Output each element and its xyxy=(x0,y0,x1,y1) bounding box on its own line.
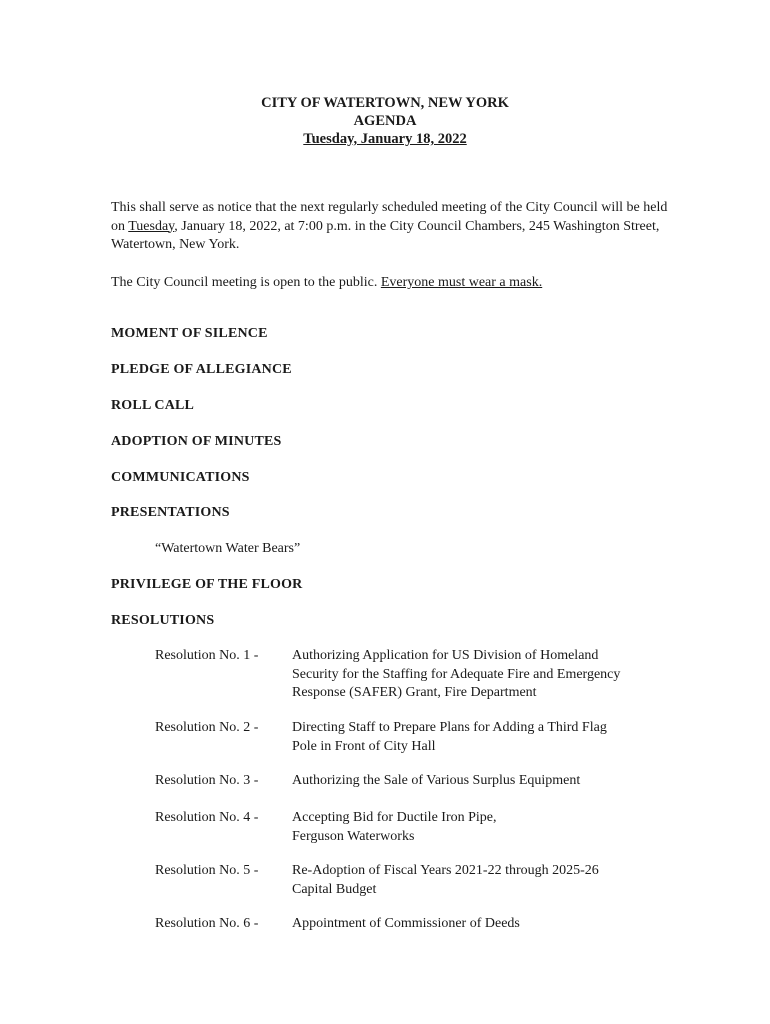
notice-day: Tuesday xyxy=(128,218,175,234)
resolution-line: Capital Budget xyxy=(292,881,377,897)
public-notice-text: The City Council meeting is open to the public. xyxy=(111,275,381,290)
resolution-line: Ferguson Waterworks xyxy=(292,828,415,844)
meeting-notice xyxy=(111,199,671,255)
resolution-line: Authorizing Application for US Division of Homeland xyxy=(292,648,599,663)
section-presentations: PRESENTATIONS xyxy=(111,505,230,520)
resolution-line: Accepting Bid for Ductile Iron Pipe, xyxy=(292,810,497,825)
section-moment-of-silence: MOMENT OF SILENCE xyxy=(111,326,268,341)
city-title: CITY OF WATERTOWN, NEW YORK xyxy=(261,95,509,111)
resolution-number: Resolution No. 1 - xyxy=(155,648,259,663)
notice-text-start: This shall serve as notice that the next regularly scheduled meeting of the City Council will be held on xyxy=(111,200,668,234)
resolution-number: Resolution No. 6 - xyxy=(155,916,259,931)
resolution-description xyxy=(292,915,667,934)
resolution-description xyxy=(292,809,667,846)
resolution-number: Resolution No. 4 - xyxy=(155,810,259,825)
resolution-description xyxy=(292,719,667,756)
section-adoption-of-minutes: ADOPTION OF MINUTES xyxy=(111,434,282,449)
mask-requirement: Everyone must wear a mask. xyxy=(380,275,543,290)
resolution-description xyxy=(292,647,667,703)
section-communications: COMMUNICATIONS xyxy=(111,470,250,485)
public-notice xyxy=(111,274,671,292)
section-privilege-of-the-floor: PRIVILEGE OF THE FLOOR xyxy=(111,577,303,592)
resolution-line: Response (SAFER) Grant, Fire Department xyxy=(292,685,537,700)
agenda-header xyxy=(0,94,770,148)
resolution-number: Resolution No. 3 - xyxy=(155,773,259,788)
presentation-item: “Watertown Water Bears” xyxy=(155,541,301,556)
resolution-line: Security for the Staffing for Adequate Fire and Emergency xyxy=(292,666,621,682)
resolution-line: Directing Staff to Prepare Plans for Adding a Third Flag xyxy=(292,720,607,735)
notice-text-end: , January 18, 2022, at 7:00 p.m. in the City Council Chambers, 245 Washington Street, Watertown, New York. xyxy=(111,218,660,252)
section-roll-call: ROLL CALL xyxy=(111,398,195,413)
section-pledge-of-allegiance: PLEDGE OF ALLEGIANCE xyxy=(111,362,292,377)
resolution-line: Authorizing the Sale of Various Surplus Equipment xyxy=(292,773,581,788)
resolution-number: Resolution No. 2 - xyxy=(155,720,259,735)
meeting-date: Tuesday, January 18, 2022 xyxy=(303,131,467,147)
resolution-line: Appointment of Commissioner of Deeds xyxy=(292,916,520,931)
resolution-number: Resolution No. 5 - xyxy=(155,863,259,878)
resolution-line: Re-Adoption of Fiscal Years 2021-22 through 2025-26 xyxy=(292,863,599,878)
section-resolutions: RESOLUTIONS xyxy=(111,613,215,628)
resolution-description xyxy=(292,772,667,791)
resolution-line: Pole in Front of City Hall xyxy=(292,738,436,754)
resolution-description xyxy=(292,862,667,899)
agenda-title: AGENDA xyxy=(353,113,417,129)
